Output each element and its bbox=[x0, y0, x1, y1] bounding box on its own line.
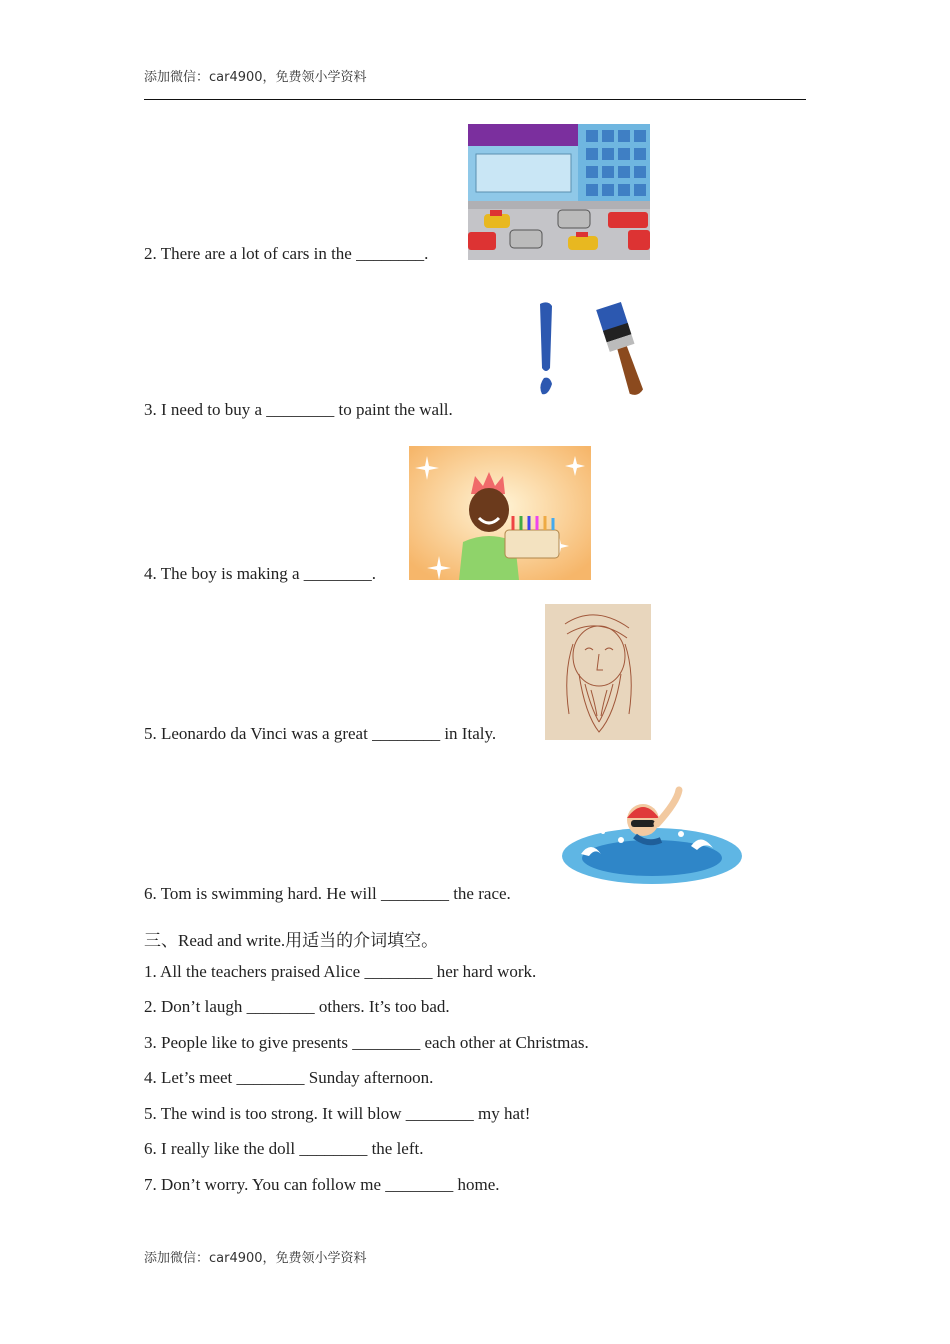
question-3-text: 3. I need to buy a ________ to paint the wall. bbox=[144, 400, 453, 419]
question-6-text: 6. Tom is swimming hard. He will ________ the race. bbox=[144, 884, 511, 903]
question-2-text: 2. There are a lot of cars in the ________. bbox=[144, 244, 429, 263]
preposition-question-7: 7. Don’t worry. You can follow me ________ home. bbox=[144, 1175, 500, 1194]
preposition-question-1: 1. All the teachers praised Alice ________ her hard work. bbox=[144, 962, 537, 981]
leonardo-portrait-image bbox=[545, 604, 651, 740]
swimmer-image bbox=[561, 784, 743, 890]
preposition-question-2: 2. Don’t laugh ________ others. It’s too bad. bbox=[144, 997, 450, 1016]
preposition-question-6: 6. I really like the doll ________ the left. bbox=[144, 1139, 424, 1158]
question-5-text: 5. Leonardo da Vinci was a great ________ in Italy. bbox=[144, 724, 497, 743]
question-4-text: 4. The boy is making a ________. bbox=[144, 564, 376, 583]
header-note: 添加微信：car4900，免费领小学资料 bbox=[144, 70, 367, 85]
footer-note: 添加微信：car4900，免费领小学资料 bbox=[144, 1251, 367, 1266]
preposition-question-4: 4. Let’s meet ________ Sunday afternoon. bbox=[144, 1068, 434, 1087]
paintbrush-image bbox=[530, 298, 652, 400]
street-cars-image bbox=[468, 124, 650, 260]
preposition-question-3: 3. People like to give presents ________ each other at Christmas. bbox=[144, 1033, 589, 1052]
boy-with-cake-image bbox=[409, 446, 591, 580]
section-3-title: 三、Read and write.用适当的介词填空。 bbox=[144, 931, 439, 950]
header-divider bbox=[144, 99, 806, 100]
preposition-question-5: 5. The wind is too strong. It will blow ________ my hat! bbox=[144, 1104, 531, 1123]
